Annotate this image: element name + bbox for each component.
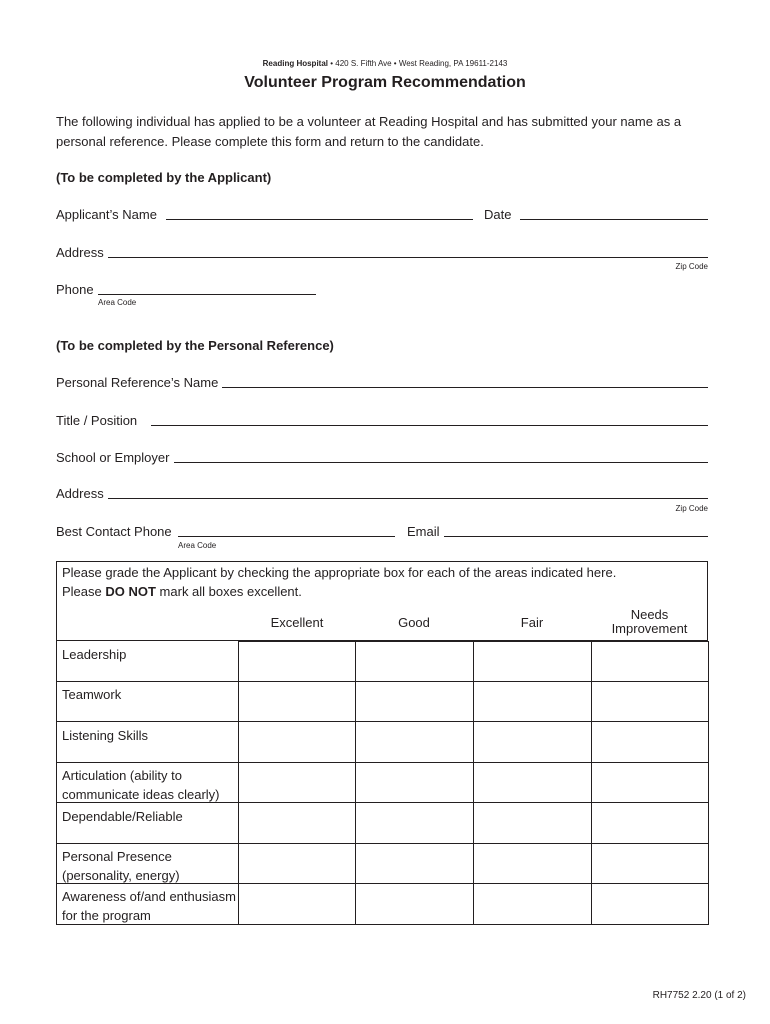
column-header-fair: Fair bbox=[520, 615, 544, 630]
applicant-phone-label: Phone bbox=[56, 282, 94, 297]
do-not-emphasis: DO NOT bbox=[105, 584, 156, 599]
applicant-zip-code-label: Zip Code bbox=[675, 262, 708, 271]
hospital-name: Reading Hospital bbox=[262, 59, 328, 68]
row-divider bbox=[56, 802, 238, 803]
date-field[interactable] bbox=[520, 219, 708, 220]
row-label-leadership: Leadership bbox=[62, 647, 127, 662]
intro-paragraph: The following individual has applied to be a volunteer at Reading Hospital and has submitted your name as a personal reference. Please complete this form and return to the candidate. bbox=[56, 114, 682, 149]
grade-checkbox[interactable] bbox=[473, 843, 592, 884]
grade-checkbox[interactable] bbox=[591, 883, 709, 925]
grade-checkbox[interactable] bbox=[355, 802, 474, 844]
grade-checkbox[interactable] bbox=[591, 802, 709, 844]
grade-checkbox[interactable] bbox=[355, 721, 474, 763]
grade-checkbox[interactable] bbox=[238, 762, 356, 803]
grading-instructions bbox=[62, 563, 702, 601]
grade-checkbox[interactable] bbox=[473, 762, 592, 803]
reference-phone-label: Best Contact Phone bbox=[56, 524, 172, 539]
grade-checkbox[interactable] bbox=[473, 721, 592, 763]
applicant-name-label: Applicant’s Name bbox=[56, 207, 157, 222]
grade-checkbox[interactable] bbox=[238, 802, 356, 844]
grade-checkbox[interactable] bbox=[591, 681, 709, 722]
grade-checkbox[interactable] bbox=[355, 883, 474, 925]
reference-address-field[interactable] bbox=[108, 498, 708, 499]
row-label-articulation: Articulation (ability to communicate ideas clearly) bbox=[62, 768, 220, 802]
date-label: Date bbox=[484, 207, 512, 222]
reference-zip-code-label: Zip Code bbox=[675, 504, 708, 513]
applicant-address-field[interactable] bbox=[108, 257, 708, 258]
row-label-listening-skills: Listening Skills bbox=[62, 728, 148, 743]
grade-checkbox[interactable] bbox=[591, 843, 709, 884]
grade-checkbox[interactable] bbox=[473, 641, 592, 682]
form-footer-code: RH7752 2.20 (1 of 2) bbox=[652, 990, 746, 1001]
reference-email-label: Email bbox=[407, 524, 440, 539]
grade-checkbox[interactable] bbox=[355, 681, 474, 722]
row-divider bbox=[56, 843, 238, 844]
hospital-address: • 420 S. Fifth Ave • West Reading, PA 19611-2143 bbox=[328, 59, 508, 68]
reference-title-label: Title / Position bbox=[56, 413, 138, 428]
reference-area-code-label: Area Code bbox=[178, 541, 217, 550]
applicant-phone-field[interactable] bbox=[98, 294, 316, 295]
reference-name-field[interactable] bbox=[222, 387, 708, 388]
row-label-awareness: Awareness of/and enthusiasm for the program bbox=[62, 889, 236, 923]
grading-instruction-line-1: Please grade the Applicant by checking the appropriate box for each of the areas indicated here. bbox=[62, 565, 617, 580]
row-divider bbox=[56, 681, 238, 682]
grading-instruction-line-2: Please DO NOT mark all boxes excellent. bbox=[62, 584, 302, 599]
reference-phone-field[interactable] bbox=[178, 536, 395, 537]
grade-checkbox[interactable] bbox=[355, 843, 474, 884]
reference-school-field[interactable] bbox=[174, 462, 708, 463]
row-label-dependable: Dependable/Reliable bbox=[62, 809, 183, 824]
hospital-header bbox=[0, 59, 770, 68]
grade-checkbox[interactable] bbox=[238, 843, 356, 884]
column-header-good: Good bbox=[398, 615, 430, 630]
grade-checkbox[interactable] bbox=[591, 721, 709, 763]
form-title: Volunteer Program Recommendation bbox=[244, 74, 526, 91]
column-header-excellent: Excellent bbox=[270, 615, 324, 630]
grade-checkbox[interactable] bbox=[591, 641, 709, 682]
grade-checkbox[interactable] bbox=[473, 883, 592, 925]
reference-address-label: Address bbox=[56, 486, 104, 501]
grade-checkbox[interactable] bbox=[473, 681, 592, 722]
reference-title-field[interactable] bbox=[151, 425, 708, 426]
applicant-section-heading: (To be completed by the Applicant) bbox=[56, 170, 272, 185]
reference-school-label: School or Employer bbox=[56, 450, 170, 465]
row-label-personal-presence: Personal Presence (personality, energy) bbox=[62, 849, 180, 883]
applicant-name-field[interactable] bbox=[166, 219, 473, 220]
grade-checkbox[interactable] bbox=[238, 721, 356, 763]
grade-checkbox[interactable] bbox=[473, 802, 592, 844]
grade-checkbox[interactable] bbox=[238, 681, 356, 722]
row-divider bbox=[56, 883, 238, 884]
reference-email-field[interactable] bbox=[444, 536, 708, 537]
applicant-area-code-label: Area Code bbox=[98, 298, 137, 307]
column-header-needs-improvement: Needs Improvement bbox=[611, 607, 688, 636]
applicant-address-label: Address bbox=[56, 245, 104, 260]
grade-checkbox[interactable] bbox=[591, 762, 709, 803]
row-divider bbox=[56, 721, 238, 722]
row-label-teamwork: Teamwork bbox=[62, 687, 122, 702]
grade-checkbox[interactable] bbox=[355, 762, 474, 803]
grade-checkbox[interactable] bbox=[238, 883, 356, 925]
grade-checkbox[interactable] bbox=[238, 641, 356, 682]
reference-name-label: Personal Reference’s Name bbox=[56, 375, 219, 390]
row-divider bbox=[56, 762, 238, 763]
grade-checkbox[interactable] bbox=[355, 641, 474, 682]
reference-section-heading: (To be completed by the Personal Reference) bbox=[56, 338, 334, 353]
